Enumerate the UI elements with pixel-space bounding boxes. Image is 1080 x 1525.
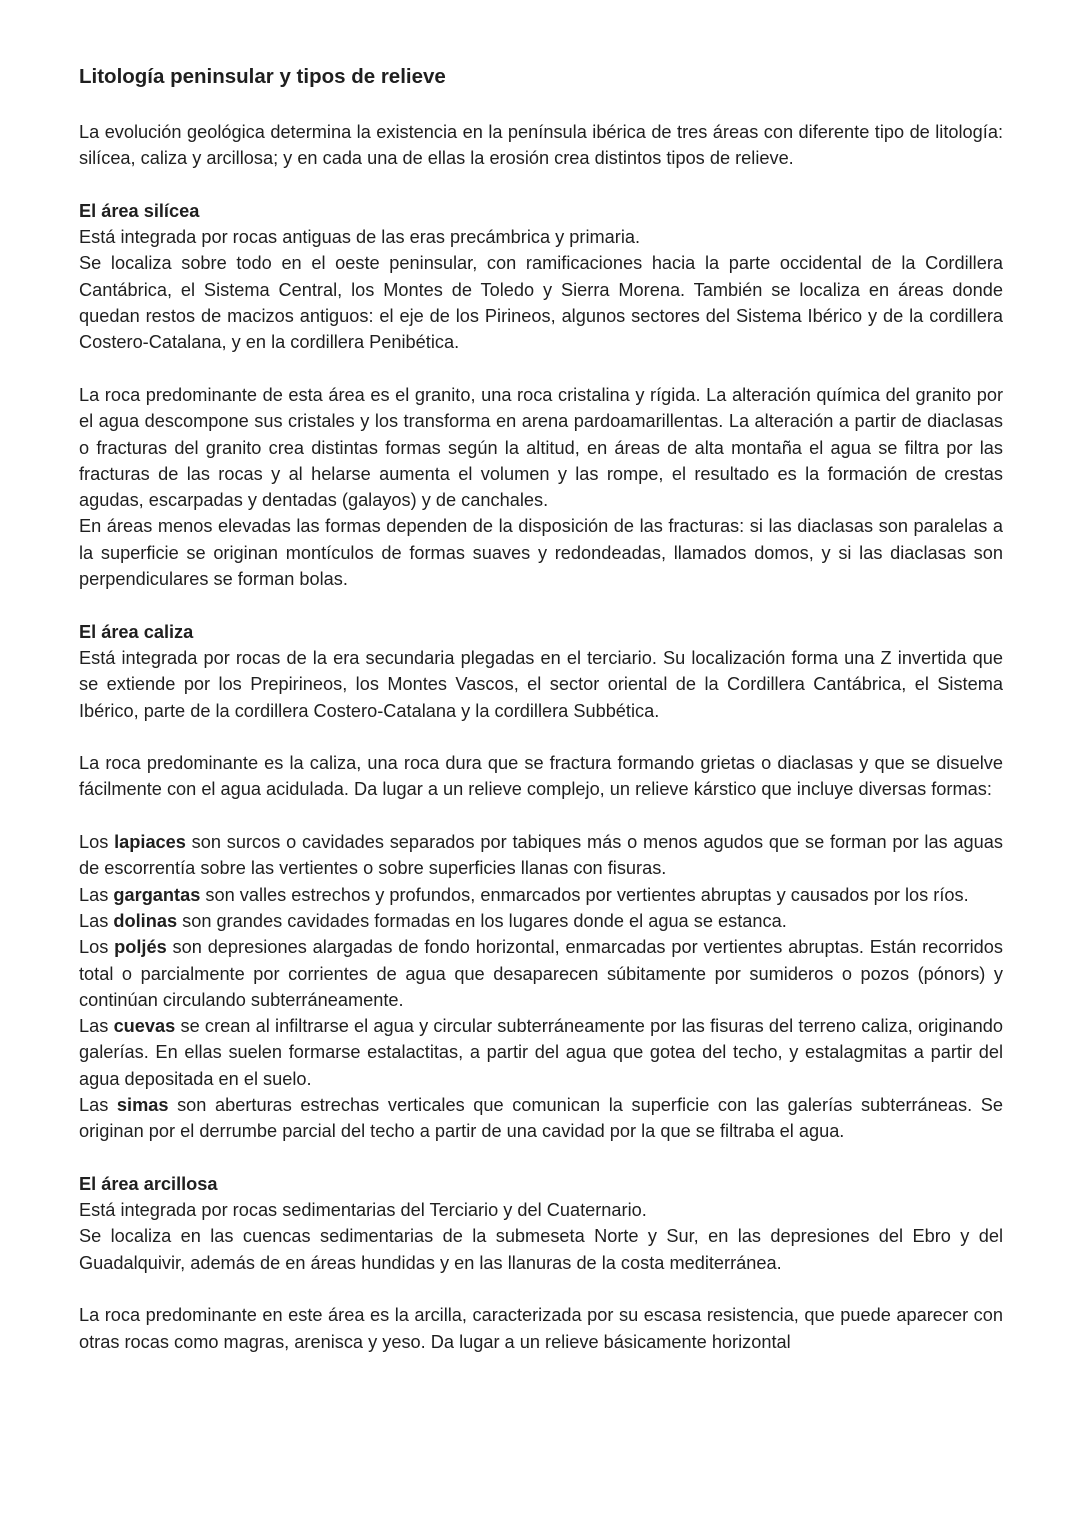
karst-form-term: poljés [114, 937, 167, 958]
section-silicea [79, 198, 1003, 592]
karst-form-term: simas [116, 1094, 169, 1115]
section-caliza [79, 619, 1003, 1145]
intro-paragraph: La evolución geológica determina la existencia en la península ibérica de tres áreas con diferente tipo de litología: silícea, caliza y arcillosa; y en cada una de ellas la erosión crea distintos tipos de relieve. [79, 122, 1003, 169]
karst-form-lapiaces [79, 829, 1003, 882]
spacer [79, 803, 1003, 829]
section-heading-caliza: El área caliza [79, 621, 194, 642]
karst-form-simas [79, 1092, 1003, 1145]
spacer [79, 724, 1003, 750]
arcillosa-paragraph-2: Se localiza en las cuencas sedimentarias de la submeseta Norte y Sur, en las depresiones del Ebro y del Guadalquivir, además de en áreas hundidas y en las llanuras de la costa mediterránea. [79, 1226, 1003, 1273]
karst-form-article: Las [79, 1016, 114, 1037]
karst-form-description: son surcos o cavidades separados por tabiques más o menos agudos que se forman por las aguas de escorrentía sobre las vertientes o sobre superficies llanas con fisuras. [79, 832, 1003, 879]
caliza-paragraph-2: La roca predominante es la caliza, una roca dura que se fractura formando grietas o diaclasas y que se disuelve fácilmente con el agua acidulada. Da lugar a un relieve complejo, un relieve kárstico que incluye diversas formas: [79, 753, 1003, 800]
silicea-paragraph-3: La roca predominante de esta área es el granito, una roca cristalina y rígida. La alteración química del granito por el agua descompone sus cristales y los transforma en arena pardoamarillentas. La alteración a partir de diaclasas o fracturas del granito crea distintas formas según la altitud, en áreas de alta montaña el agua se filtra por las fracturas de las rocas y al helarse aumenta el volumen y las rompe, el resultado es la formación de crestas agudas, escarpadas y dentadas (galayos) y de canchales. [79, 384, 1003, 511]
karst-form-article: Las [79, 884, 114, 905]
karst-form-description: son grandes cavidades formadas en los lugares donde el agua se estanca. [177, 910, 787, 931]
spacer [79, 1276, 1003, 1302]
spacer [79, 356, 1003, 382]
karst-form-description: son aberturas estrechas verticales que comunican la superficie con las galerías subterráneas. Se originan por el derrumbe parcial del techo a partir de una cavidad por la que se filtraba el agua. [79, 1094, 1003, 1142]
karst-form-description: son depresiones alargadas de fondo horizontal, enmarcadas por vertientes abruptas. Están recorridos total o parcialmente por corrientes de agua que desaparecen súbitamente por sumideros o pozos (pónors) y continúan circulando subterráneamente. [79, 937, 1003, 1010]
karst-form-term: gargantas [113, 884, 201, 905]
arcillosa-paragraph-3: La roca predominante en este área es la arcilla, caracterizada por su escasa resistencia, que puede aparecer con otras rocas como magras, arenisca y yeso. Da lugar a un relieve básicamente horizontal [79, 1305, 1003, 1352]
caliza-paragraph-1: Está integrada por rocas de la era secundaria plegadas en el terciario. Su localización forma una Z invertida que se extiende por los Prepirineos, los Montes Vascos, el sector oriental de la Cordillera Cantábrica, el Sistema Ibérico, parte de la cordillera Costero-Catalana y la cordillera Subbética. [79, 647, 1003, 721]
karst-form-term: cuevas [113, 1016, 176, 1037]
karst-form-cuevas [79, 1013, 1003, 1092]
karst-form-article: Los [79, 832, 115, 853]
section-heading-silicea: El área silícea [79, 200, 200, 221]
karst-form-article: Los [79, 937, 115, 958]
karst-form-poljes [79, 934, 1003, 1013]
karst-form-article: Las [79, 910, 114, 931]
karst-form-dolinas [79, 908, 1003, 934]
silicea-paragraph-2: Se localiza sobre todo en el oeste peninsular, con ramificaciones hacia la parte occidental de la Cordillera Cantábrica, el Sistema Central, los Montes de Toledo y Sierra Morena. También se localiza en áreas donde quedan restos de macizos antiguos: el eje de los Pirineos, algunos sectores del Sistema Ibérico y de la cordillera Costero-Catalana, y en la cordillera Penibética. [79, 253, 1003, 353]
karst-form-article: Las [79, 1094, 117, 1115]
karst-form-description: se crean al infiltrarse el agua y circular subterráneamente por las fisuras del terreno caliza, originando galerías. En ellas suelen formarse estalactitas, a partir del agua que gotea del techo, y estalagmitas a partir del agua depositada en el suelo. [79, 1016, 1003, 1089]
silicea-paragraph-4: En áreas menos elevadas las formas dependen de la disposición de las fracturas: si las diaclasas son paralelas a la superficie se originan montículos de formas suaves y redondeadas, llamados domos, y si las diaclasas son perpendiculares se forman bolas. [79, 516, 1003, 590]
spacer [79, 1145, 1003, 1171]
karst-form-gargantas [79, 882, 1003, 908]
karst-form-term: lapiaces [114, 832, 186, 853]
spacer [79, 172, 1003, 198]
document-page [79, 62, 1003, 1355]
spacer [79, 592, 1003, 618]
karst-form-term: dolinas [113, 910, 178, 931]
silicea-paragraph-1: Está integrada por rocas antiguas de las eras precámbrica y primaria. [79, 227, 641, 248]
page-title: Litología peninsular y tipos de relieve [79, 65, 446, 88]
section-heading-arcillosa: El área arcillosa [79, 1173, 218, 1194]
karst-form-description: son valles estrechos y profundos, enmarcados por vertientes abruptas y causados por los ríos. [200, 884, 969, 905]
arcillosa-paragraph-1: Está integrada por rocas sedimentarias del Terciario y del Cuaternario. [79, 1200, 647, 1221]
section-arcillosa [79, 1171, 1003, 1355]
